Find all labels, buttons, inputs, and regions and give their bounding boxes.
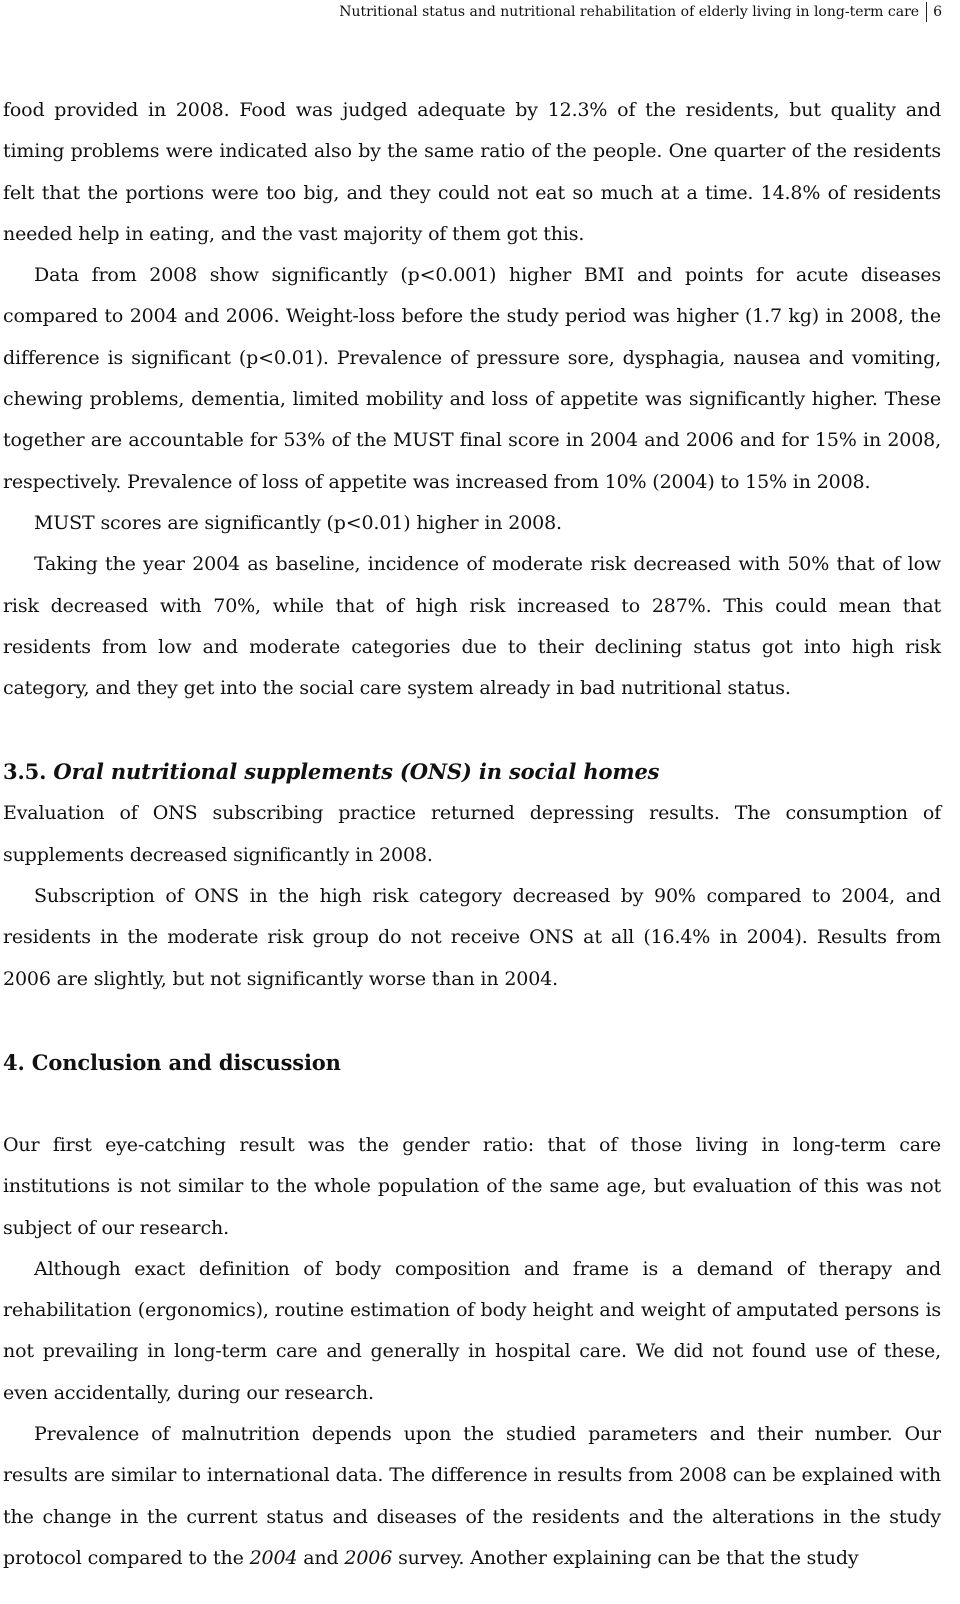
paragraph-gender-ratio: Our first eye-catching result was the gender ratio: that of those living in long-term care institutions is not similar to the whole population of the same age, but evaluation of this was not subject of our research.: [3, 1133, 941, 1239]
running-header: [339, 2, 942, 22]
paragraph-text: survey. Another explaining can be that the study: [398, 1546, 859, 1569]
running-title: Nutritional status and nutritional rehabilitation of elderly living in long-term care: [339, 4, 920, 20]
section-title: Oral nutritional supplements (ONS) in social homes: [53, 759, 660, 785]
paragraph-food-adequacy: food provided in 2008. Food was judged adequate by 12.3% of the residents, but quality and timing problems were indicated also by the same ratio of the people. One quarter of the residents felt that the portions were too big, and they could not eat so much at a time. 14.8% of residents needed help in eating, and the vast majority of them got this.: [3, 99, 941, 245]
paragraph-text: Prevalence of malnutrition depends upon the studied parameters and their number. Our results are similar to international data. The difference in results from 2008 can be explained with the change in the current status and diseases of the residents and the alterations in the study protocol compared to the: [3, 1423, 941, 1569]
section-gap: [3, 1000, 941, 1041]
section-title: Conclusion and discussion: [31, 1049, 341, 1075]
paragraph-malnutrition-prevalence: [3, 1414, 941, 1579]
section-heading-3-5: [3, 750, 941, 793]
year-italic: 2004: [249, 1546, 298, 1569]
paragraph-text: and: [303, 1546, 339, 1569]
heading-gap: [3, 1084, 941, 1125]
paragraph-ons-evaluation: Evaluation of ONS subscribing practice returned depressing results. The consumption of supplements decreased significantly in 2008.: [3, 802, 941, 866]
paragraph-must-scores: MUST scores are significantly (p<0.01) higher in 2008.: [34, 511, 562, 534]
page-number: 6: [933, 4, 942, 20]
section-gap: [3, 709, 941, 750]
paragraph-risk-incidence: Taking the year 2004 as baseline, incidence of moderate risk decreased with 50% that of low risk decreased with 70%, while that of high risk increased to 287%. This could mean that residents from low and moderate categories due to their declining status got into high risk category, and they get into the social care system already in bad nutritional status.: [3, 553, 941, 700]
paragraph-ons-subscription: Subscription of ONS in the high risk category decreased by 90% compared to 2004, and residents in the moderate risk group do not receive ONS at all (16.4% in 2004). Results from 2006 are slightly, but not significantly worse than in 2004.: [3, 885, 941, 990]
paragraph-2008-data: Data from 2008 show significantly (p<0.001) higher BMI and points for acute diseases compared to 2004 and 2006. Weight-loss before the study period was higher (1.7 kg) in 2008, the difference is significant (p<0.01). Prevalence of pressure sore, dysphagia, nausea and vomiting, chewing problems, dementia, limited mobility and loss of appetite was significantly higher. These together are accountable for 53% of the MUST final score in 2004 and 2006 and for 15% in 2008, respectively. Prevalence of loss of appetite was increased from 10% (2004) to 15% in 2008.: [3, 264, 941, 493]
paragraph-body-composition: Although exact definition of body composition and frame is a demand of therapy and rehabilitation (ergonomics), routine estimation of body height and weight of amputated persons is not prevailing in long-term care and generally in hospital care. We did not found use of these, even accidentally, during our research.: [3, 1257, 941, 1404]
year-italic: 2006: [344, 1546, 393, 1569]
section-heading-4: [3, 1041, 941, 1084]
section-number: 4.: [3, 1049, 25, 1075]
page-body: [3, 90, 941, 1579]
section-number: 3.5.: [3, 759, 47, 785]
header-divider: [926, 2, 927, 22]
